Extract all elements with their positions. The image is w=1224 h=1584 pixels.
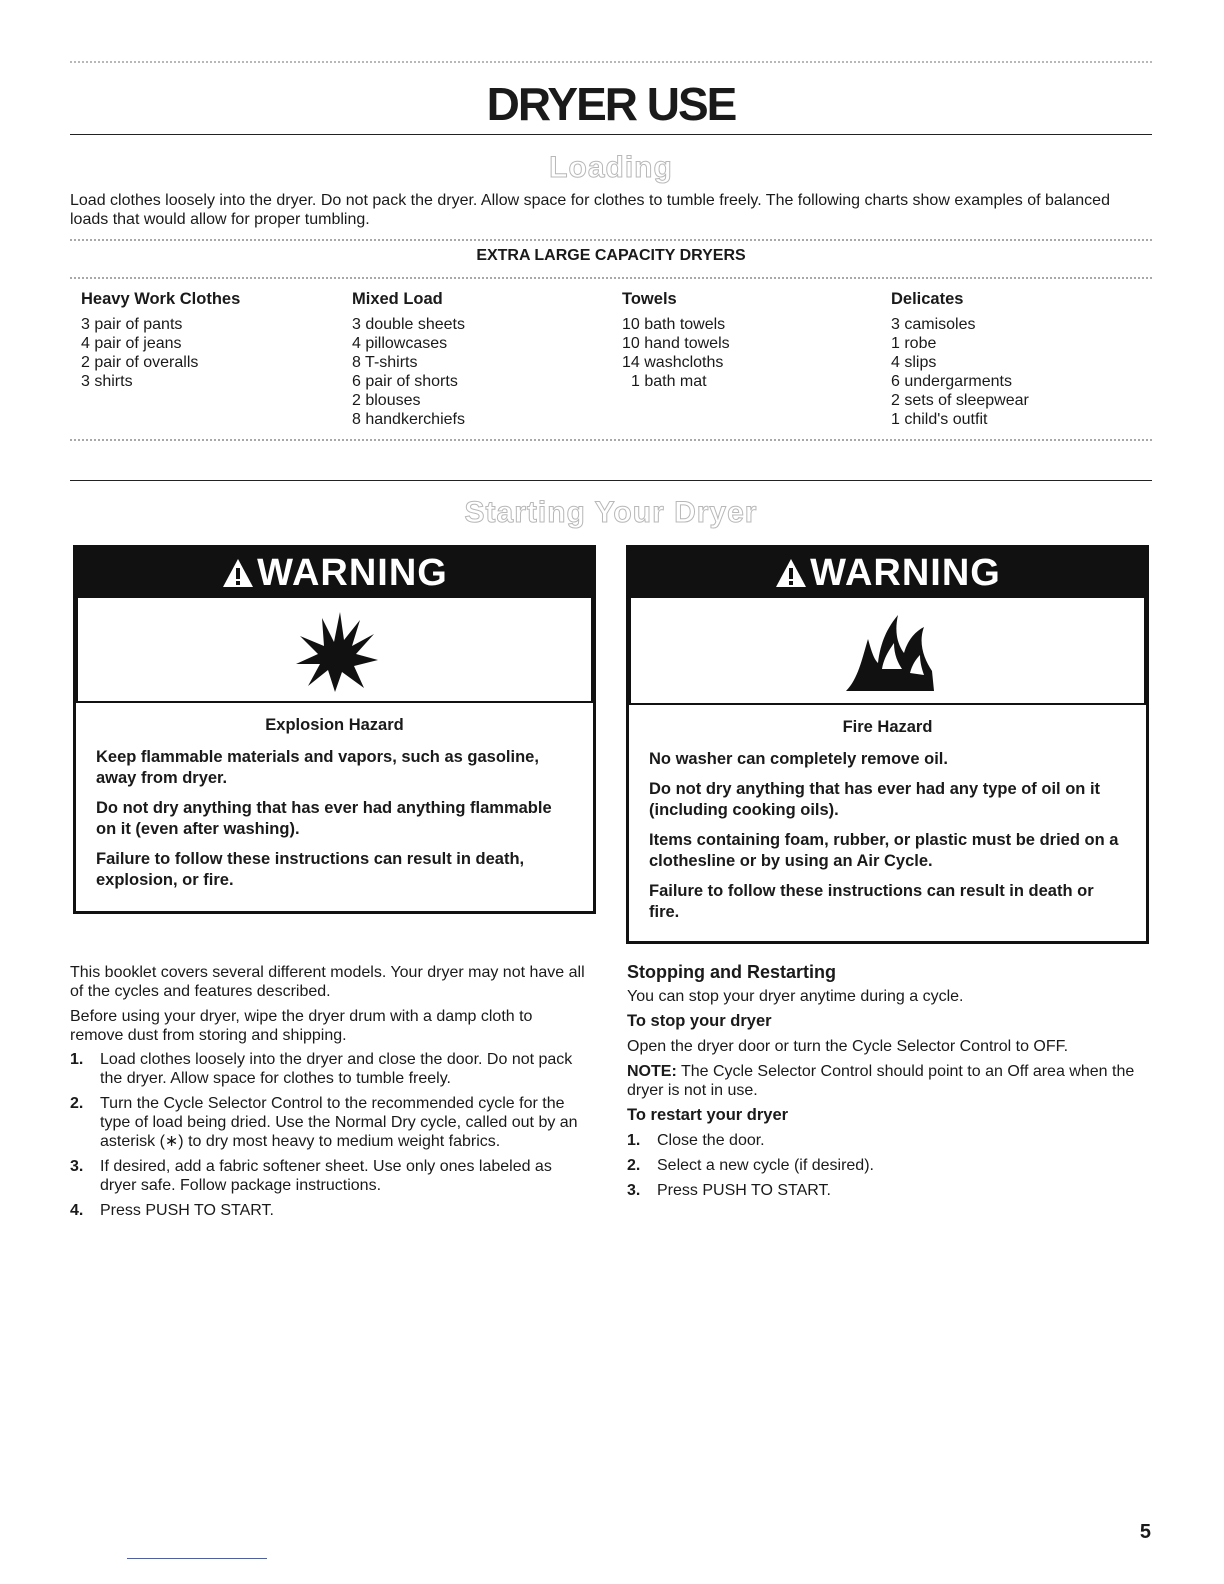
start-steps: [70, 1050, 592, 1226]
step-number: 2.: [627, 1157, 641, 1174]
load-column-mixed: [352, 289, 612, 429]
step-text: Press PUSH TO START.: [100, 1202, 274, 1219]
restart-steps: [627, 1131, 1152, 1206]
explosion-icon: [290, 608, 380, 692]
step-number: 4.: [70, 1202, 84, 1219]
start-step: [70, 1157, 592, 1195]
stopping-heading: Stopping and Restarting: [627, 962, 836, 982]
chart-title: EXTRA LARGE CAPACITY DRYERS: [476, 247, 746, 264]
warning-line: Do not dry anything that has ever had any type of oil on it (including cooking oils).: [649, 780, 1101, 819]
explosion-warning-box: [73, 545, 596, 914]
start-step: [70, 1094, 592, 1151]
restart-step: [627, 1181, 1152, 1200]
warning-pictogram: [76, 598, 593, 703]
fire-icon: [838, 609, 938, 693]
step-text: If desired, add a fabric softener sheet. Use only ones labeled as dryer safe. Follow package instructions.: [100, 1158, 552, 1194]
fire-warning-box: [626, 545, 1149, 944]
load-column-heavy: [81, 289, 341, 391]
warning-pictogram: [629, 598, 1146, 705]
load-item: 2 blouses: [352, 392, 421, 409]
load-column-header: Towels: [622, 290, 677, 308]
warning-line: Failure to follow these instructions can result in death or fire.: [649, 882, 1094, 921]
chart-top-rule: [70, 239, 1152, 241]
load-item: 6 pair of shorts: [352, 373, 458, 390]
load-item: 8 T-shirts: [352, 354, 418, 371]
note-body: The Cycle Selector Control should point to an Off area when the dryer is not in use.: [627, 1063, 1135, 1099]
note-text: [627, 1062, 1152, 1100]
stopping-intro: You can stop your dryer anytime during a cycle.: [627, 988, 964, 1005]
top-dotted-rule: [70, 61, 1152, 63]
alert-triangle-icon: [221, 557, 255, 589]
warning-line: Items containing foam, rubber, or plastic must be dried on a clothesline or by using an Air Cycle.: [649, 831, 1119, 870]
chart-bottom-rule: [70, 439, 1152, 441]
warning-line: Keep flammable materials and vapors, such as gasoline, away from dryer.: [96, 748, 539, 787]
warning-line: Failure to follow these instructions can result in death, explosion, or fire.: [96, 850, 525, 889]
load-item: 1 robe: [891, 335, 937, 352]
warning-line: Do not dry anything that has ever had anything flammable on it (even after washing).: [96, 799, 552, 838]
starting-heading: Starting Your Dryer: [464, 496, 758, 529]
warning-label: WARNING: [810, 552, 1001, 594]
load-item: 3 double sheets: [352, 316, 465, 333]
footer-link-line: [127, 1558, 267, 1559]
hazard-name: Explosion Hazard: [265, 716, 404, 734]
step-text: Turn the Cycle Selector Control to the recommended cycle for the type of load being dried. Use the Normal Dry cycle, called out by an asterisk (∗) to dry most heavy to medium weight fabrics.: [100, 1095, 578, 1150]
before-using-text: Before using your dryer, wipe the dryer drum with a damp cloth to remove dust from storing and shipping.: [70, 1008, 533, 1044]
step-number: 1.: [70, 1051, 84, 1068]
loading-heading: Loading: [549, 151, 673, 184]
load-item: 3 pair of pants: [81, 316, 183, 333]
booklet-note: This booklet covers several different models. Your dryer may not have all of the cycles and features described.: [70, 964, 585, 1000]
page-title: DRYER USE: [486, 78, 736, 130]
load-column-header: Delicates: [891, 290, 964, 308]
restart-step: [627, 1131, 1152, 1150]
load-item: 2 sets of sleepwear: [891, 392, 1029, 409]
step-text: Press PUSH TO START.: [657, 1182, 831, 1199]
alert-triangle-icon: [774, 557, 808, 589]
start-step: [70, 1201, 592, 1220]
load-item: 10 bath towels: [622, 316, 726, 333]
load-column-towels: [622, 289, 882, 391]
step-number: 1.: [627, 1132, 641, 1149]
load-item: 8 handkerchiefs: [352, 411, 465, 428]
load-item: 3 camisoles: [891, 316, 976, 333]
warning-header: [629, 548, 1146, 598]
warning-body: [629, 705, 1146, 946]
section-rule: [70, 480, 1152, 481]
warning-header: [76, 548, 593, 598]
load-item: 10 hand towels: [622, 335, 730, 352]
step-number: 3.: [627, 1182, 641, 1199]
load-item: 4 pillowcases: [352, 335, 448, 352]
stop-text: Open the dryer door or turn the Cycle Selector Control to OFF.: [627, 1038, 1069, 1055]
restart-step: [627, 1156, 1152, 1175]
load-item: 14 washcloths: [622, 354, 724, 371]
start-step: [70, 1050, 592, 1088]
step-number: 3.: [70, 1158, 84, 1175]
step-text: Close the door.: [657, 1132, 765, 1149]
hazard-name: Fire Hazard: [842, 718, 933, 736]
loading-intro: Load clothes loosely into the dryer. Do not pack the dryer. Allow space for clothes to tumble freely. The following charts show examples of balanced loads that would allow for proper tumbling.: [70, 192, 1110, 228]
load-item: 4 slips: [891, 354, 937, 371]
page-number: 5: [1139, 1521, 1151, 1543]
step-text: Select a new cycle (if desired).: [657, 1157, 874, 1174]
load-column-delicates: [891, 289, 1151, 429]
load-column-header: Mixed Load: [352, 290, 443, 308]
title-rule: [70, 134, 1152, 135]
load-column-header: Heavy Work Clothes: [81, 290, 241, 308]
warning-label: WARNING: [257, 552, 448, 594]
load-item: 6 undergarments: [891, 373, 1012, 390]
load-item: 3 shirts: [81, 373, 133, 390]
step-number: 2.: [70, 1095, 84, 1112]
restart-heading: To restart your dryer: [627, 1106, 789, 1124]
warning-body: [76, 703, 593, 914]
stop-heading: To stop your dryer: [627, 1012, 772, 1030]
load-item: 1 child's outfit: [891, 411, 988, 428]
note-label: NOTE:: [627, 1063, 677, 1080]
load-item: 4 pair of jeans: [81, 335, 182, 352]
step-text: Load clothes loosely into the dryer and close the door. Do not pack the dryer. Allow space for clothes to tumble freely.: [100, 1051, 573, 1087]
chart-header-rule: [70, 277, 1152, 279]
load-item: 2 pair of overalls: [81, 354, 199, 371]
load-item: 1 bath mat: [631, 373, 707, 390]
warning-line: No washer can completely remove oil.: [649, 750, 948, 768]
